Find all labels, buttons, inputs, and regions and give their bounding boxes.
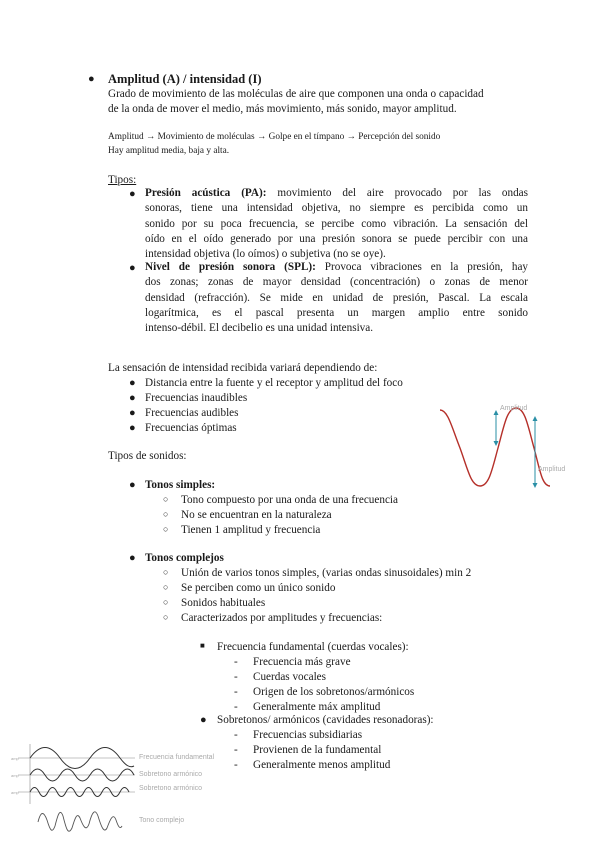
bullet-circle: ○: [163, 612, 169, 622]
simples-title: Tonos simples:: [145, 479, 216, 491]
bullet-dot: ●: [129, 392, 136, 404]
bullet-dash: -: [234, 759, 238, 771]
spl-line: dos zonas; zonas de mayor densidad (concentración) o zonas de menor: [145, 276, 528, 289]
sine-label-side: Amplitud: [538, 466, 566, 473]
fundamental-item: Generalmente máx amplitud: [253, 701, 381, 713]
pa-line: movimiento del aire provocado por las ondas: [277, 187, 528, 199]
complejos-item: Unión de varios tonos simples, (varias ondas sinusoidales) min 2: [181, 567, 472, 579]
sine-label-top: Amplitud: [500, 405, 528, 412]
amplitud-levels: Hay amplitud media, baja y alta.: [108, 146, 230, 156]
fundamental-title: Frecuencia fundamental (cuerdas vocales):: [217, 641, 409, 653]
bullet-circle: ○: [163, 582, 169, 592]
amplitud-def-line1: Grado de movimiento de las moléculas de aire que componen una onda o capacidad: [108, 88, 484, 100]
amplitud-title: Amplitud (A) / intensidad (I): [108, 72, 262, 86]
bullet-circle: ○: [163, 567, 169, 577]
sensacion-item: Frecuencias óptimas: [145, 422, 237, 434]
simples-item: Tienen 1 amplitud y frecuencia: [181, 524, 321, 536]
sine-wave-figure: [438, 398, 588, 498]
svg-text:amp: amp: [11, 790, 19, 795]
bullet-dot: ●: [88, 73, 95, 85]
sensacion-item: Frecuencias inaudibles: [145, 392, 248, 404]
pa-term: Presión acústica (PA):: [145, 187, 267, 199]
fundamental-item: Origen de los sobretonos/armónicos: [253, 686, 415, 698]
bullet-dot: ●: [129, 552, 136, 564]
sensacion-item: Distancia entre la fuente y el receptor y amplitud del foco: [145, 377, 403, 389]
pa-line: sonido por su poca frecuencia, se percibe como vibración. La sensación del: [145, 217, 528, 230]
spl-line: intenso-débil. El decibelio es una unidad intensiva.: [145, 322, 374, 335]
pa-line: intensidad objetiva (lo oímos) o subjetiva (no se oye).: [145, 248, 386, 261]
bullet-circle: ○: [163, 494, 169, 504]
bullet-dot: ●: [129, 407, 136, 419]
sensacion-item: Frecuencias audibles: [145, 407, 239, 419]
sobretonos-item: Frecuencias subsidiarias: [253, 729, 363, 741]
pa-paragraph: [145, 186, 528, 262]
simples-item: No se encuentran en la naturaleza: [181, 509, 332, 521]
bullet-dot: ●: [200, 714, 207, 726]
spl-line: densidad (refracción). Se mide en unidad de presión, Pascal. La escala: [145, 291, 528, 304]
complejos-item: Se perciben como un único sonido: [181, 582, 336, 594]
amplitud-def-line2: de la onda de mover el medio, más movimiento, más sonido, mayor amplitud.: [108, 103, 457, 115]
sensacion-intro: La sensación de intensidad recibida variará dependiendo de:: [108, 362, 378, 374]
bullet-circle: ○: [163, 524, 169, 534]
pa-line: sonoras, tiene una intensidad objetiva, no siempre es percibida como un: [145, 202, 528, 215]
amplitud-chain: Amplitud → Movimiento de moléculas → Golpe en el tímpano → Percepción del sonido: [108, 132, 441, 142]
complejos-item: Sonidos habituales: [181, 597, 266, 609]
svg-text:amp: amp: [11, 773, 19, 778]
wave-complex: [38, 812, 122, 831]
bullet-circle: ○: [163, 509, 169, 519]
tipos-heading: Tipos:: [108, 174, 137, 186]
spl-line: logarítmica, es el pascal presenta un margen amplio entre sonido: [145, 306, 528, 319]
wave-label: Sobretono armónico: [139, 771, 203, 778]
fundamental-item: Frecuencia más grave: [253, 656, 351, 668]
pa-line: oído en el oído generado por una presión sonora se puede percibir con una: [145, 232, 528, 245]
svg-text:amp: amp: [11, 756, 19, 761]
sobretonos-title: Sobretonos/ armónicos (cavidades resonadoras):: [217, 714, 434, 726]
bullet-dash: -: [234, 701, 238, 713]
fundamental-item: Cuerdas vocales: [253, 671, 327, 683]
spl-term: Nivel de presión sonora (SPL):: [145, 261, 316, 273]
wave-label: Frecuencia fundamental: [139, 754, 215, 761]
bullet-circle: ○: [163, 597, 169, 607]
wave-label: Tono complejo: [139, 817, 185, 824]
sobretonos-item: Generalmente menos amplitud: [253, 759, 391, 771]
complejos-title: Tonos complejos: [145, 552, 224, 564]
complejos-item: Caracterizados por amplitudes y frecuencias:: [181, 612, 383, 624]
bullet-dot: ●: [129, 188, 136, 200]
bullet-dash: -: [234, 686, 238, 698]
sobretonos-item: Provienen de la fundamental: [253, 744, 382, 756]
simples-item: Tono compuesto por una onda de una frecuencia: [181, 494, 398, 506]
bullet-square: ■: [200, 641, 205, 650]
bullet-dot: ●: [129, 422, 136, 434]
bullet-dash: -: [234, 729, 238, 741]
bullet-dot: ●: [129, 262, 136, 274]
bullet-dash: -: [234, 744, 238, 756]
bullet-dash: -: [234, 656, 238, 668]
wave-label: Sobretono armónico: [139, 785, 203, 792]
bullet-dot: ●: [129, 479, 136, 491]
spl-paragraph: [145, 260, 528, 336]
spl-line: Provoca vibraciones en la presión, hay: [324, 261, 529, 273]
sonidos-intro: Tipos de sonidos:: [108, 450, 187, 462]
bullet-dot: ●: [129, 377, 136, 389]
bullet-dash: -: [234, 671, 238, 683]
complex-wave-figure: [10, 742, 140, 842]
